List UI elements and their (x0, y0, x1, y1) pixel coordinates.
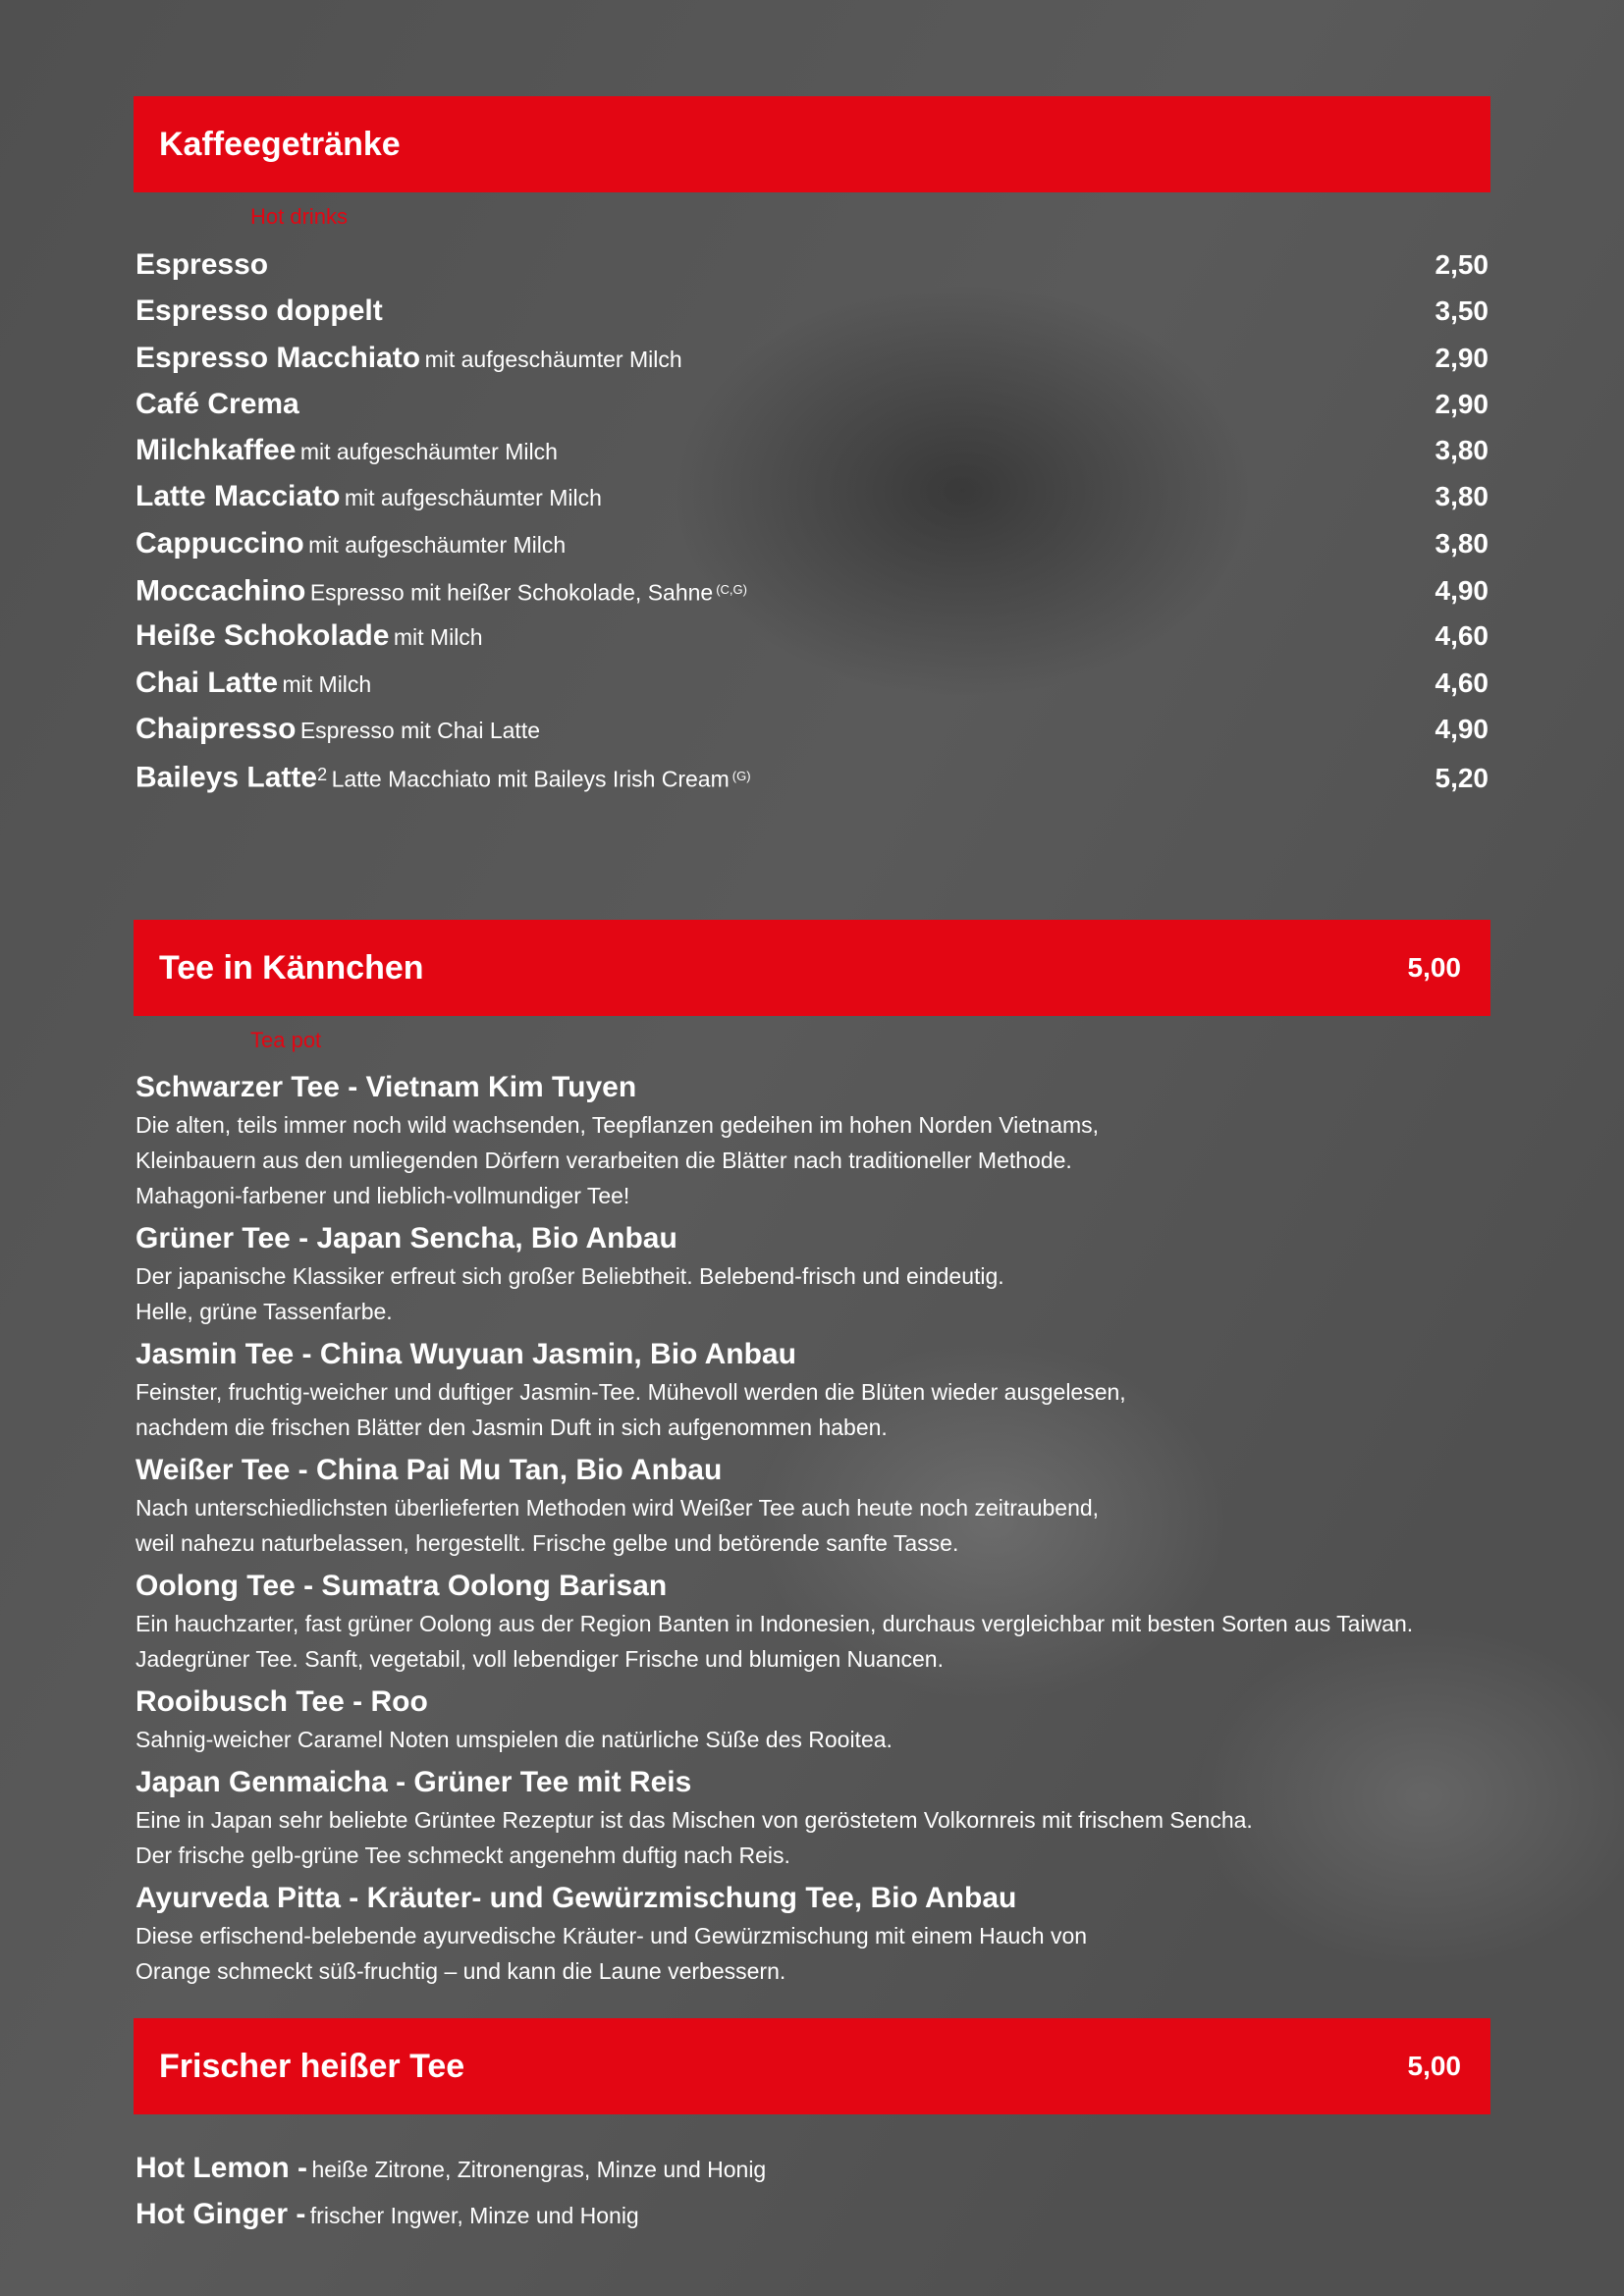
coffee-section-subtitle: Hot drinks (250, 204, 349, 229)
coffee-section-banner (134, 96, 1490, 192)
menu-item-price: 3,80 (1435, 435, 1489, 466)
menu-item-price: 4,90 (1435, 575, 1489, 607)
menu-item-price: 4,90 (1435, 713, 1489, 744)
menu-item-name: Baileys Latte (135, 761, 318, 794)
menu-item-name: Heiße Schokolade (135, 619, 390, 653)
coffee-section-title: Kaffeegetränke (159, 125, 401, 163)
tea-item-description-line: Der frische gelb-grüne Tee schmeckt angenehm duftig nach Reis. (135, 1842, 790, 1868)
fresh-tea-section-price: 5,00 (1407, 2051, 1461, 2081)
tea-item (135, 1567, 1489, 1677)
menu-item-price: 2,90 (1435, 388, 1489, 419)
menu-item-row (135, 335, 1489, 381)
menu-item-description: mit Milch (282, 670, 372, 697)
tea-item-description-line: Mahagoni-farbener und lieblich-vollmundiger Tee! (135, 1183, 630, 1208)
teapot-section-title: Tee in Kännchen (159, 948, 424, 987)
menu-item-row (135, 241, 1489, 288)
tea-item (135, 1219, 1489, 1329)
menu-item-description: mit aufgeschäumter Milch (299, 439, 558, 465)
menu-item-row (135, 520, 1489, 566)
menu-item-left (135, 752, 751, 806)
menu-item-row (135, 566, 1489, 613)
menu-item-row (135, 613, 1489, 659)
menu-item-price: 3,80 (1435, 527, 1489, 559)
menu-item-description: mit aufgeschäumter Milch (344, 485, 602, 511)
fresh-tea-left (135, 2191, 639, 2242)
tea-item (135, 1068, 1489, 1213)
coffee-list (135, 241, 1489, 799)
tea-item (135, 1335, 1489, 1445)
tea-item-name: Rooibusch Tee - Roo (135, 1685, 428, 1718)
tea-item-description-line: Die alten, teils immer noch wild wachsenden, Teepflanzen gedeihen im hohen Norden Vietnams, (135, 1112, 1100, 1138)
menu-item-allergens: (C,G) (716, 582, 747, 598)
menu-item-description: Latte Macchiato mit Baileys Irish Cream (331, 766, 730, 792)
menu-item-description: mit aufgeschäumter Milch (308, 531, 567, 558)
menu-item-price: 3,50 (1435, 295, 1489, 327)
fresh-tea-row (135, 2145, 1489, 2191)
menu-item-left (135, 520, 566, 571)
menu-item-left (135, 241, 268, 293)
fresh-tea-section-title: Frischer heißer Tee (159, 2047, 465, 2085)
menu-item-name: Espresso (135, 248, 269, 281)
menu-item-price: 3,80 (1435, 481, 1489, 512)
menu-item-left (135, 473, 602, 524)
tea-item-name: Jasmin Tee - China Wuyuan Jasmin, Bio Anbau (135, 1338, 796, 1370)
menu-item-row (135, 752, 1489, 798)
teapot-section-price: 5,00 (1407, 952, 1461, 983)
fresh-tea-row (135, 2191, 1489, 2237)
tea-item-name: Ayurveda Pitta - Kräuter- und Gewürzmischung Tee, Bio Anbau (135, 1882, 1017, 1914)
tea-item-name: Grüner Tee - Japan Sencha, Bio Anbau (135, 1222, 677, 1255)
menu-item-left (135, 706, 540, 757)
tea-item-description-line: Nach unterschiedlichsten überlieferten Methoden wird Weißer Tee auch heute noch zeitraubend, (135, 1495, 1100, 1521)
menu-item-name: Espresso doppelt (135, 294, 383, 328)
tea-item-description-line: Helle, grüne Tassenfarbe. (135, 1299, 393, 1324)
fresh-tea-name: Hot Ginger - (135, 2198, 306, 2231)
menu-item-left (135, 381, 299, 432)
menu-item-left (135, 288, 383, 339)
menu-item-left (135, 427, 558, 478)
menu-item-description: mit Milch (393, 624, 483, 651)
menu-item-row (135, 427, 1489, 473)
menu-item-left (135, 660, 371, 711)
fresh-tea-description: heiße Zitrone, Zitronengras, Minze und Honig (311, 2157, 767, 2182)
teapot-section-banner (134, 920, 1490, 1016)
menu-item-description: Espresso mit Chai Latte (299, 717, 541, 743)
menu-item-name: Milchkaffee (135, 434, 297, 467)
tea-item-name: Schwarzer Tee - Vietnam Kim Tuyen (135, 1071, 637, 1103)
tea-list (135, 1068, 1489, 1995)
menu-item-name-footnote: 2 (317, 765, 328, 785)
menu-item-left (135, 335, 682, 386)
tea-item-description-line: Kleinbauern aus den umliegenden Dörfern verarbeiten die Blätter nach traditioneller Methode. (135, 1148, 1072, 1173)
teapot-section-subtitle: Tea pot (250, 1028, 322, 1052)
menu-item-name: Latte Macciato (135, 480, 341, 513)
menu-item-row (135, 706, 1489, 752)
menu-item-row (135, 473, 1489, 519)
menu-item-left (135, 566, 747, 619)
tea-item (135, 1879, 1489, 1989)
tea-item-description-line: Feinster, fruchtig-weicher und duftiger Jasmin-Tee. Mühevoll werden die Blüten wieder ausgelesen, (135, 1379, 1126, 1405)
menu-item-description: mit aufgeschäumter Milch (424, 346, 682, 372)
menu-item-price: 4,60 (1435, 620, 1489, 652)
menu-item-row (135, 381, 1489, 427)
menu-item-name: Chai Latte (135, 666, 279, 699)
menu-item-row (135, 660, 1489, 706)
fresh-tea-section-banner (134, 2018, 1490, 2114)
menu-item-row (135, 288, 1489, 334)
fresh-tea-name: Hot Lemon - (135, 2152, 307, 2184)
menu-item-price: 4,60 (1435, 667, 1489, 698)
tea-item-description-line: Ein hauchzarter, fast grüner Oolong aus der Region Banten in Indonesien, durchaus vergleichbar mit besten Sorten aus Taiwan. (135, 1611, 1414, 1636)
menu-item-name: Café Crema (135, 387, 299, 420)
fresh-tea-list (135, 2145, 1489, 2238)
menu-item-description: Espresso mit heißer Schokolade, Sahne (309, 579, 714, 606)
tea-item-description-line: weil nahezu naturbelassen, hergestellt. Frische gelbe und betörende sanfte Tasse. (135, 1530, 959, 1556)
menu-item-name: Cappuccino (135, 526, 304, 560)
tea-item-name: Japan Genmaicha - Grüner Tee mit Reis (135, 1766, 692, 1798)
tea-item-description-line: Orange schmeckt süß-fruchtig – und kann die Laune verbessern. (135, 1958, 786, 1984)
tea-item-description-line: Eine in Japan sehr beliebte Grüntee Rezeptur ist das Mischen von geröstetem Volkornreis mit frischem Sencha. (135, 1807, 1253, 1833)
fresh-tea-left (135, 2145, 766, 2196)
tea-item-name: Weißer Tee - China Pai Mu Tan, Bio Anbau (135, 1454, 723, 1486)
tea-item (135, 1763, 1489, 1873)
tea-item (135, 1682, 1489, 1757)
menu-item-price: 5,20 (1435, 762, 1489, 793)
tea-item-description-line: Sahnig-weicher Caramel Noten umspielen die natürliche Süße des Rooitea. (135, 1727, 893, 1752)
fresh-tea-description: frischer Ingwer, Minze und Honig (309, 2203, 639, 2229)
tea-item-name: Oolong Tee - Sumatra Oolong Barisan (135, 1570, 668, 1602)
tea-item-description-line: Diese erfischend-belebende ayurvedische Kräuter- und Gewürzmischung mit einem Hauch von (135, 1923, 1088, 1949)
menu-item-allergens: (G) (731, 769, 751, 784)
tea-item-description-line: nachdem die frischen Blätter den Jasmin Duft in sich aufgenommen haben. (135, 1415, 888, 1440)
menu-item-name: Espresso Macchiato (135, 341, 421, 374)
menu-item-price: 2,90 (1435, 342, 1489, 373)
tea-item-description-line: Jadegrüner Tee. Sanft, vegetabil, voll lebendiger Frische und blumigen Nuancen. (135, 1646, 944, 1672)
menu-item-name: Chaipresso (135, 712, 297, 745)
menu-item-left (135, 613, 483, 664)
tea-item (135, 1451, 1489, 1561)
menu-item-price: 2,50 (1435, 249, 1489, 280)
menu-item-name: Moccachino (135, 574, 306, 608)
tea-item-description-line: Der japanische Klassiker erfreut sich großer Beliebtheit. Belebend-frisch und eindeutig. (135, 1263, 1004, 1289)
